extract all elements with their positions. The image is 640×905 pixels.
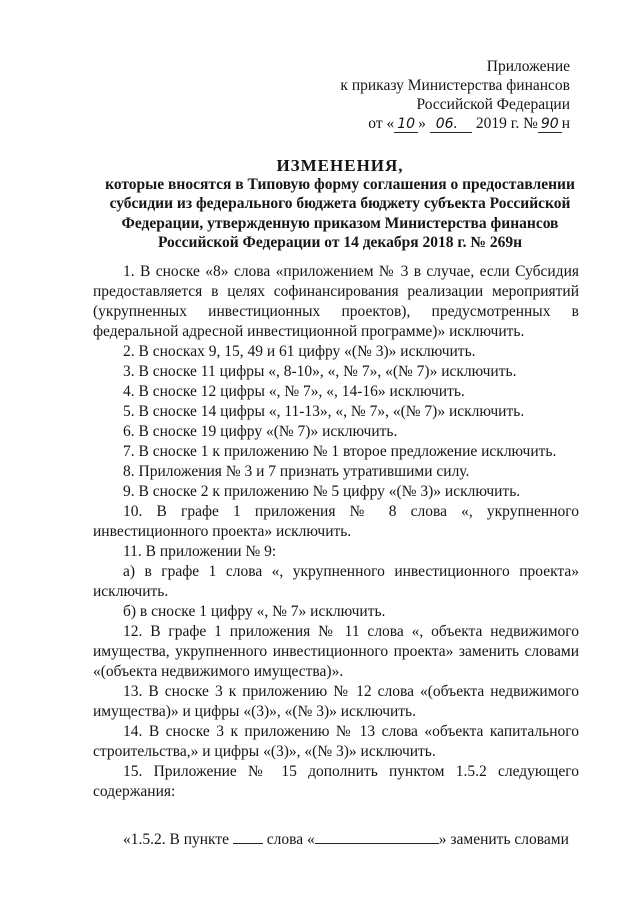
appendix-line-2: к приказу Министерства финансов bbox=[340, 77, 570, 94]
item-5: 5. В сноске 14 цифры «, 11-13», «, № 7», «(№ 7)» исключить. bbox=[123, 403, 525, 420]
document-body bbox=[93, 262, 579, 802]
document-heading bbox=[80, 156, 600, 252]
last-line-part-2: слова « bbox=[266, 831, 315, 848]
date-year: 2019 г. № bbox=[475, 115, 538, 132]
item-7: 7. В сноске 1 к приложению № 1 второе предложение исключить. bbox=[123, 443, 557, 460]
item-1: 1. В сноске «8» слова «приложением № 3 в случае, если Субсидия предоставляется в целях софинансирования реализации мероприятий (укрупненных инвестиционных проектов), предусмотренных в федеральной адресной инвестиционной программе)» исключить. bbox=[93, 263, 579, 340]
blank-clause bbox=[233, 829, 263, 844]
item-14: 14. В сноске 3 к приложению № 13 слова «объекта капитального строительства,» и цифры «(3)», «(№ 3)» исключить. bbox=[93, 723, 579, 760]
item-8: 8. Приложения № 3 и 7 признать утратившими силу. bbox=[123, 463, 470, 480]
heading-title: ИЗМЕНЕНИЯ, bbox=[276, 156, 404, 175]
item-6: 6. В сноске 19 цифру «(№ 7)» исключить. bbox=[123, 423, 398, 440]
appendix-block bbox=[330, 57, 570, 134]
blank-words bbox=[315, 829, 439, 844]
order-number: 90 bbox=[538, 116, 562, 133]
item-12: 12. В графе 1 приложения № 11 слова «, объекта недвижимого имущества, укрупненного инвестиционного проекта» заменить словами «(объекта недвижимого имущества)». bbox=[93, 623, 579, 680]
appendix-date-line bbox=[330, 114, 570, 134]
item-11: 11. В приложении № 9: bbox=[123, 543, 277, 560]
date-day: 10 bbox=[394, 116, 418, 133]
heading-subtitle: которые вносятся в Типовую форму соглашения о предоставлении субсидии из федерального бюджета бюджету субъекта Российской Федерации, утвержденную приказом Министерства финансов Российской Федерации от 14 декабря 2018 г. № 269н bbox=[105, 176, 575, 251]
last-line-part-1: «1.5.2. В пункте bbox=[123, 831, 230, 848]
order-number-suffix: н bbox=[561, 115, 570, 132]
item-11b: б) в сноске 1 цифру «, № 7» исключить. bbox=[123, 603, 386, 620]
appendix-line-1: Приложение bbox=[486, 58, 570, 75]
item-3: 3. В сноске 11 цифры «, 8-10», «, № 7», «(№ 7)» исключить. bbox=[123, 363, 517, 380]
item-2: 2. В сносках 9, 15, 49 и 61 цифру «(№ 3)» исключить. bbox=[123, 343, 476, 360]
item-11a: а) в графе 1 слова «, укрупненного инвестиционного проекта» исключить. bbox=[93, 563, 579, 600]
date-mid: » bbox=[418, 115, 426, 132]
item-15: 15. Приложение № 15 дополнить пунктом 1.5.2 следующего содержания: bbox=[93, 763, 579, 800]
item-10: 10. В графе 1 приложения № 8 слова «, укрупненного инвестиционного проекта» исключить. bbox=[93, 503, 579, 540]
last-line-part-3: » заменить словами bbox=[438, 831, 569, 848]
item-13: 13. В сноске 3 к приложению № 12 слова «(объекта недвижимого имущества)» и цифры «(3)», «(№ 3)» исключить. bbox=[93, 683, 579, 720]
date-prefix: от « bbox=[368, 115, 395, 132]
appendix-line-3: Российской Федерации bbox=[416, 96, 570, 113]
date-month: 06. bbox=[430, 116, 472, 133]
item-9: 9. В сноске 2 к приложению № 5 цифру «(№ 3)» исключить. bbox=[123, 483, 521, 500]
last-line bbox=[123, 829, 583, 849]
item-4: 4. В сноске 12 цифры «, № 7», «, 14-16» исключить. bbox=[123, 383, 465, 400]
